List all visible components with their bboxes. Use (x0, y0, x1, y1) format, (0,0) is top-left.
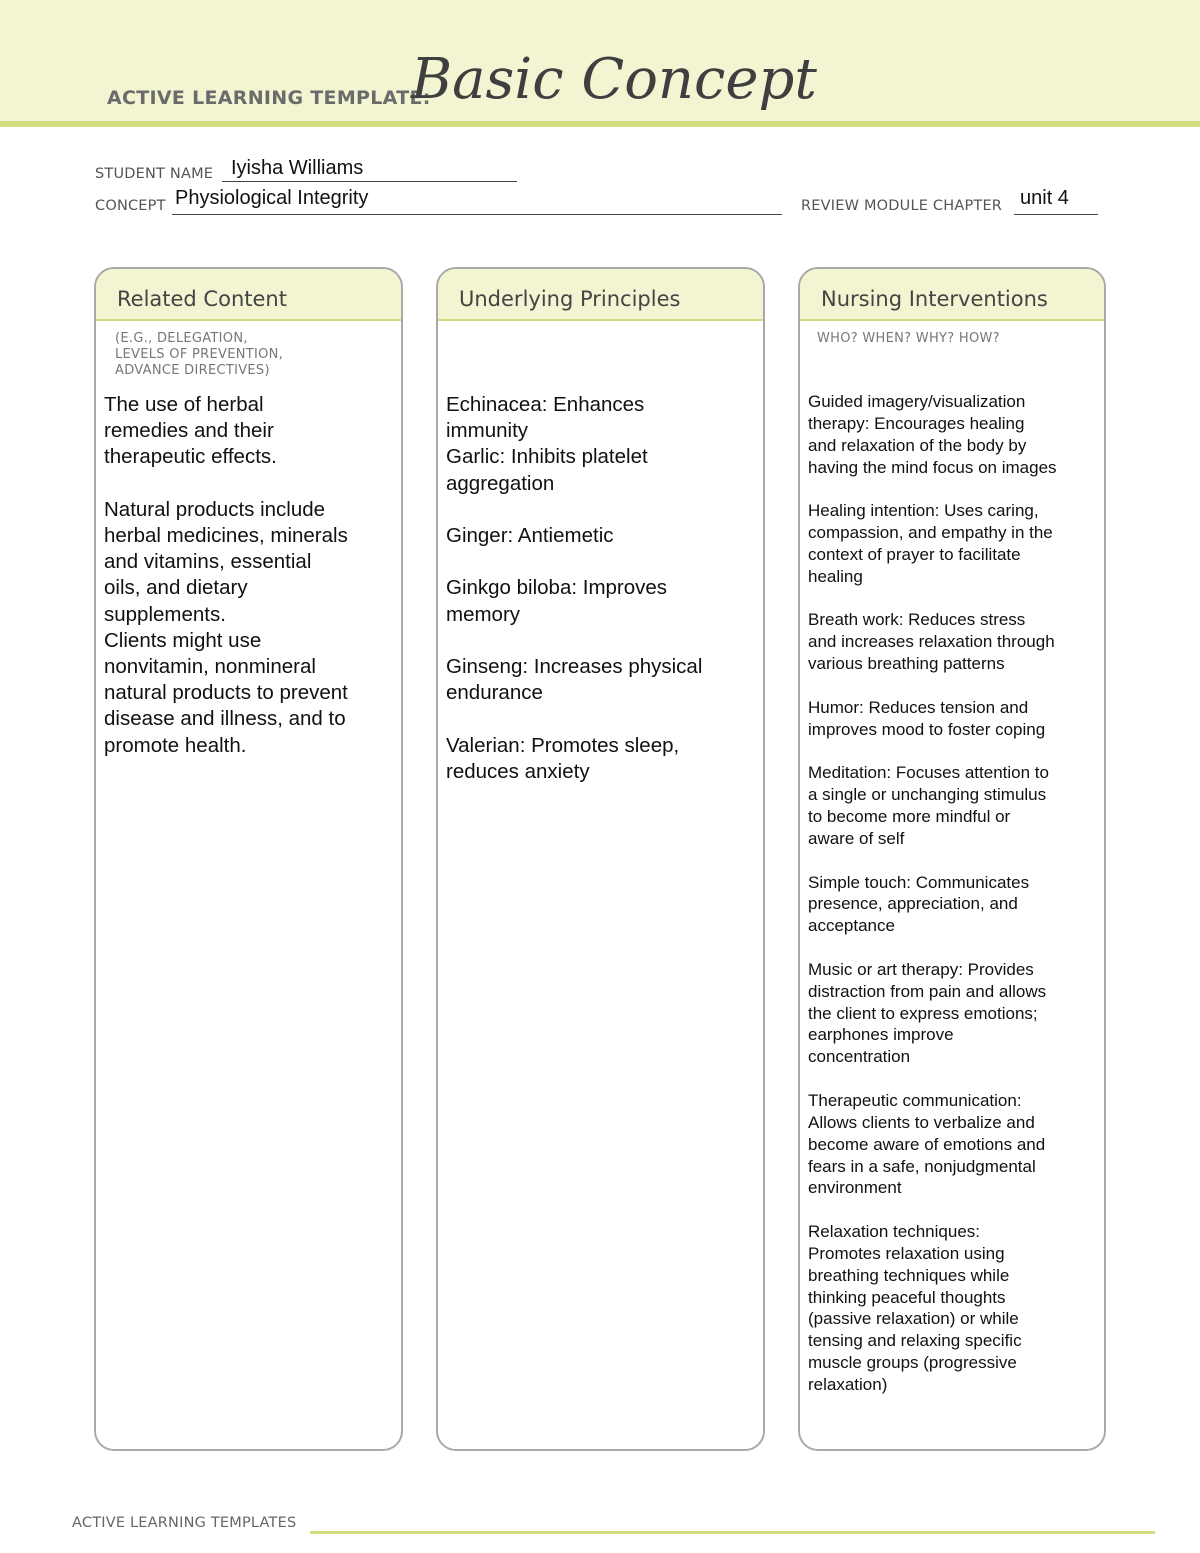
related-content-title: Related Content (117, 287, 287, 311)
nursing-interventions-panel (798, 267, 1106, 1451)
underlying-principles-body[interactable]: Echinacea: Enhances immunity Garlic: Inhibits platelet aggregation Ginger: Antiemetic Ginkgo biloba: Improves memory Ginseng: Increases physical endurance Valerian: Promotes sleep, reduces anxiety (446, 393, 703, 783)
nursing-interventions-body[interactable]: Guided imagery/visualization therapy: Encourages healing and relaxation of the body by having the mind focus on images Healing intention: Uses caring, compassion, and empathy in the context of prayer to facilitate healing Breath work: Reduces stress and increases relaxation through various breathing patterns Humor: Reduces tension and improves mood to foster coping Meditation: Focuses attention to a single or unchanging stimulus to become more mindful or aware of self Simple touch: Communicates presence, appreciation, and acceptance Music or art therapy: Provides distraction from pain and allows the client to express emotions; earphones improve concentration Therapeutic communication: Allows clients to verbalize and become aware of emotions and fears in a safe, nonjudgmental environment Relaxation techniques: Promotes relaxation using breathing techniques while thinking peaceful thoughts (passive relaxation) or while tensing and relaxing specific muscle groups (progressive relaxation) (808, 392, 1057, 1394)
template-title: Basic Concept (411, 47, 817, 112)
header-rule (0, 121, 1200, 127)
footer-rule (310, 1531, 1155, 1534)
related-content-subtitle: (E.G., DELEGATION, LEVELS OF PREVENTION, ADVANCE DIRECTIVES) (115, 331, 284, 378)
student-name-value[interactable]: Iyisha Williams (231, 157, 364, 179)
nursing-interventions-title: Nursing Interventions (821, 287, 1048, 311)
chapter-value[interactable]: unit 4 (1020, 187, 1069, 209)
underlying-principles-title: Underlying Principles (459, 287, 681, 311)
student-name-line (222, 181, 517, 182)
template-label: ACTIVE LEARNING TEMPLATE: (107, 87, 431, 109)
student-name-label: STUDENT NAME (95, 166, 214, 182)
underlying-principles-panel (436, 267, 765, 1451)
related-content-body[interactable]: The use of herbal remedies and their therapeutic effects. Natural products include herbal medicines, minerals and vitamins, essential oils, and dietary supplements. Clients might use nonvitamin, nonmineral natural products to prevent disease and illness, and to promote health. (104, 393, 348, 757)
nursing-interventions-subtitle: WHO? WHEN? WHY? HOW? (817, 331, 1000, 346)
concept-line (172, 214, 782, 215)
concept-value[interactable]: Physiological Integrity (175, 187, 369, 209)
related-content-panel (94, 267, 403, 1451)
concept-label: CONCEPT (95, 198, 166, 214)
footer-label: ACTIVE LEARNING TEMPLATES (72, 1515, 297, 1531)
chapter-line (1014, 214, 1098, 215)
chapter-label: REVIEW MODULE CHAPTER (801, 198, 1003, 214)
